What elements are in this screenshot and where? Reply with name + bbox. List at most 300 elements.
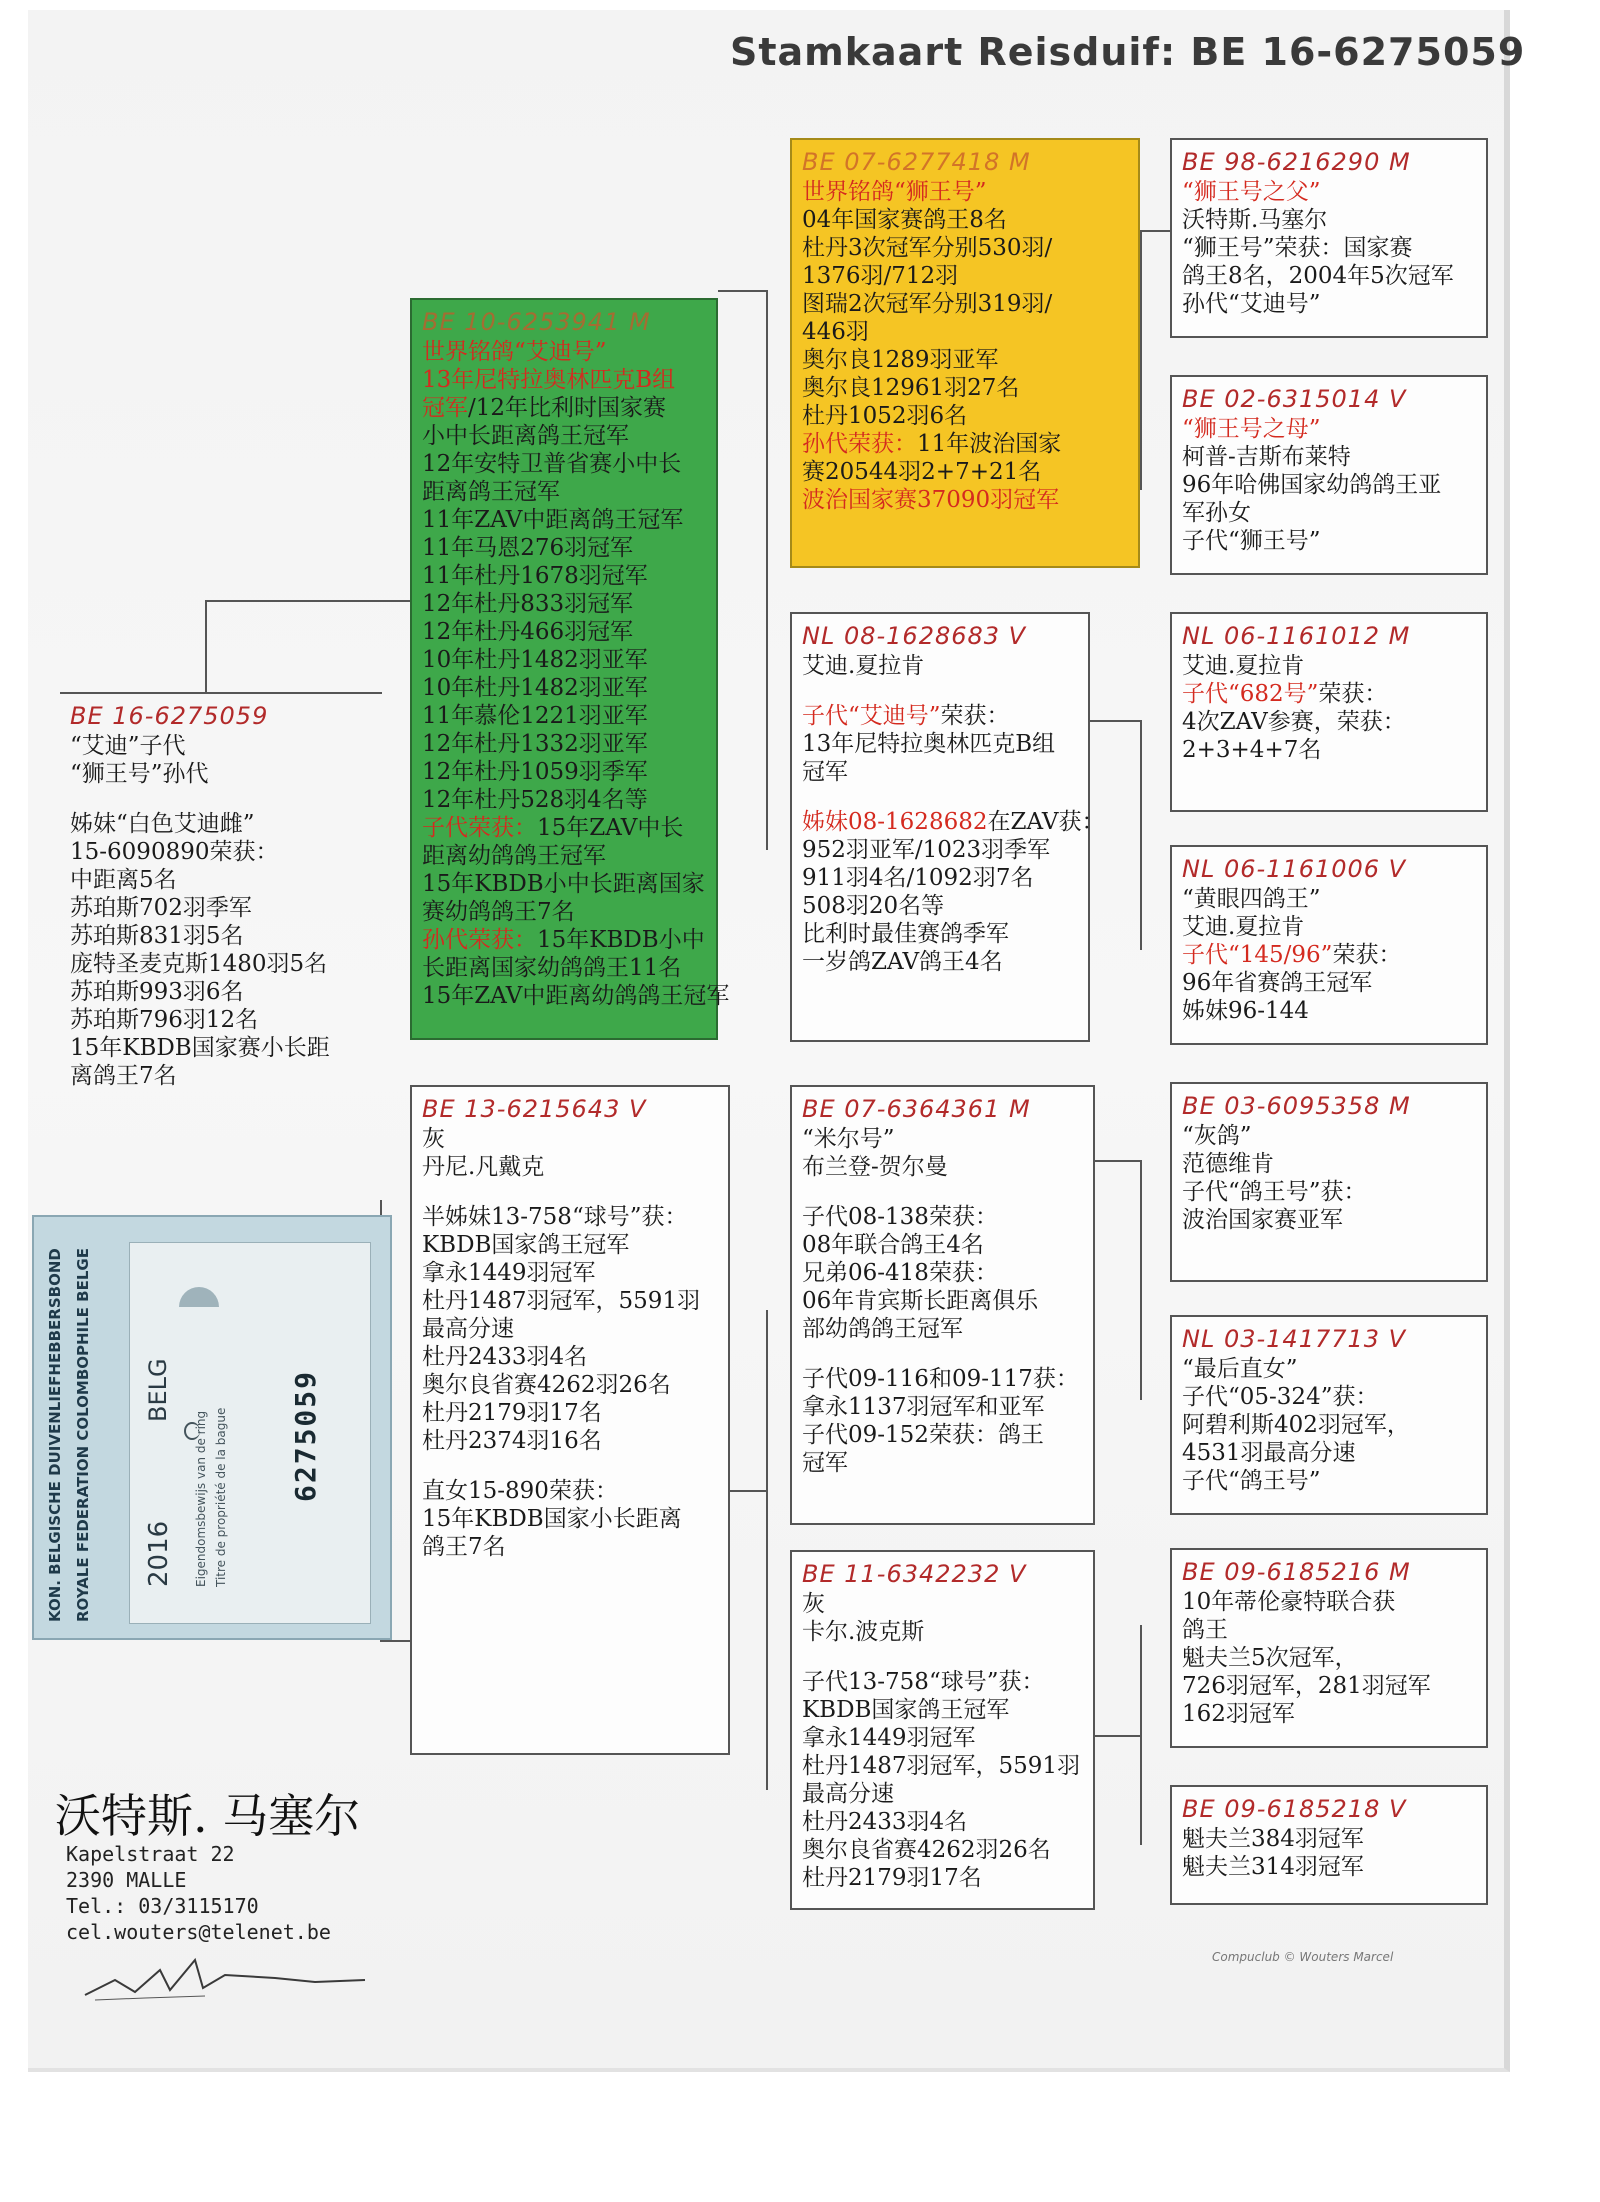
info-line [422, 1399, 720, 1427]
info-line [422, 366, 708, 394]
card-caption-nl: Eigendomsbewijs van de ring [194, 1410, 208, 1587]
info-line [802, 1315, 1085, 1343]
info-text: 11年慕伦1221羽亚军 [422, 703, 648, 729]
info-line [802, 1618, 1085, 1646]
info-line [1182, 1150, 1478, 1178]
info-text: “狮王号之父” [1182, 179, 1321, 205]
info-line [422, 422, 708, 450]
info-line [802, 178, 1130, 206]
info-line [422, 1153, 720, 1181]
info-text: 11年杜丹1678羽冠军 [422, 563, 648, 589]
info-line [802, 346, 1130, 374]
connector-line [380, 1640, 410, 1642]
father-lines [422, 338, 730, 1010]
info-line [1182, 1439, 1478, 1467]
mmf-box [1170, 1548, 1488, 1748]
info-line [1182, 1672, 1478, 1700]
info-text: 奥尔良省赛4262羽26名 [802, 1837, 1051, 1863]
info-text: 赛幼鸽鸽王7名 [422, 899, 575, 925]
subject-box [60, 692, 382, 1212]
info-text: 10年蒂伦豪特联合获 [1182, 1589, 1396, 1615]
info-text: 04年国家赛鸽王8名 [802, 207, 1007, 233]
fmf-box [1170, 612, 1488, 812]
info-text: 子代“682号” [1182, 681, 1319, 707]
info-text: 艾迪.夏拉肯 [802, 653, 925, 679]
mfm-lines [1182, 1355, 1478, 1495]
info-line [422, 814, 708, 842]
info-text: 12年杜丹466羽冠军 [422, 619, 634, 645]
ring-number: BE 13-6215643 V [422, 1095, 647, 1123]
info-line [422, 1505, 720, 1533]
info-text: 奥尔良省赛4262羽26名 [422, 1372, 671, 1398]
info-line [1182, 234, 1478, 262]
info-text: “最后直女” [1182, 1356, 1298, 1382]
ff-lines [802, 178, 1130, 514]
info-text: 12年杜丹1332羽亚军 [422, 731, 648, 757]
owner-street: Kapelstraat 22 [66, 1842, 235, 1866]
info-line [802, 1752, 1085, 1780]
info-text: 子代“狮王号” [1182, 528, 1321, 554]
ring-serial-number: 6275059 [289, 1369, 322, 1502]
info-text: “狮王号”荣获：国家赛 [1182, 235, 1413, 261]
connector-line [766, 1310, 768, 1790]
ffm-lines [1182, 415, 1478, 555]
info-text: 最高分速 [422, 1316, 514, 1342]
info-text: 杜丹2433羽4名 [422, 1344, 588, 1370]
info-line [422, 982, 730, 1010]
info-line [1182, 680, 1478, 708]
info-line: 庞特圣麦克斯1480羽5名 [70, 951, 328, 977]
connector-line [1095, 1735, 1140, 1737]
mmm-box [1170, 1785, 1488, 1905]
info-text: 4531羽最高分速 [1182, 1440, 1356, 1466]
info-text: 图瑞2次冠军分别319羽/ [802, 291, 1053, 317]
info-line [802, 430, 1130, 458]
fmf-lines [1182, 652, 1478, 764]
federation-name-fr: ROYALE FEDERATION COLOMBOPHILE BELGE [74, 1248, 92, 1622]
ring-number: BE 02-6315014 V [1182, 385, 1407, 413]
info-line [1182, 652, 1478, 680]
info-line [422, 590, 708, 618]
info-text: 孙代“艾迪号” [1182, 291, 1321, 317]
info-text-rest: /12年比利时国家赛 [468, 395, 667, 421]
info-text: 10年杜丹1482羽亚军 [422, 647, 648, 673]
info-line [802, 1590, 1085, 1618]
owner-name: 沃特斯. 马塞尔 [55, 1789, 361, 1843]
info-text: 范德维肯 [1182, 1151, 1274, 1177]
info-line [1182, 736, 1478, 764]
info-line [1182, 1178, 1478, 1206]
info-text: 12年安特卫普省赛小中长 [422, 451, 682, 477]
info-line [422, 1315, 720, 1343]
info-text: 小中长距离鸽王冠军 [422, 423, 629, 449]
info-line [422, 338, 708, 366]
info-text: 拿永1449羽冠军 [422, 1260, 596, 1286]
info-line: 苏珀斯993羽6名 [70, 979, 244, 1005]
info-line [1182, 1825, 1478, 1853]
fm-lines [802, 652, 1105, 976]
connector-line [205, 600, 410, 602]
info-text: 11年马恩276羽冠军 [422, 535, 634, 561]
info-text: 波治国家赛37090羽冠军 [802, 487, 1060, 513]
info-line [422, 562, 708, 590]
info-line [1182, 1588, 1478, 1616]
info-text: 911羽4名/1092羽7名 [802, 865, 1034, 891]
info-line [802, 730, 1080, 758]
ring-number: NL 03-1417713 V [1182, 1325, 1407, 1353]
info-line [1182, 1467, 1478, 1495]
info-text: 布兰登-贺尔曼 [802, 1154, 948, 1180]
info-text: 孙代荣获： [422, 927, 537, 953]
info-line [802, 920, 1080, 948]
info-text: 13年尼特拉奥林匹克B组 [802, 731, 1056, 757]
info-line [802, 290, 1130, 318]
info-text-rest: 荣获： [1332, 942, 1402, 968]
ring-number: BE 09-6185218 V [1182, 1795, 1407, 1823]
ring-number: NL 06-1161006 V [1182, 855, 1407, 883]
info-text: 卡尔.波克斯 [802, 1619, 925, 1645]
info-line [802, 1668, 1085, 1696]
info-text: 12年杜丹833羽冠军 [422, 591, 634, 617]
owner-phone: Tel.: 03/3115170 [66, 1894, 259, 1918]
info-text-rest: 在ZAV获： [987, 809, 1105, 835]
info-text: 距离鸽王冠军 [422, 479, 560, 505]
info-line: 苏珀斯831羽5名 [70, 923, 244, 949]
info-text: 魁夫兰384羽冠军 [1182, 1826, 1364, 1852]
info-text: 波治国家赛亚军 [1182, 1207, 1343, 1233]
info-line [802, 458, 1130, 486]
ring-number: BE 03-6095358 M [1182, 1092, 1411, 1120]
ring-number: NL 06-1161012 M [1182, 622, 1411, 650]
info-line [422, 1203, 720, 1231]
info-line [422, 702, 708, 730]
fff-box [1170, 138, 1488, 338]
info-line [1182, 527, 1478, 555]
info-line: 离鸽王7名 [70, 1063, 177, 1089]
info-text: 孙代荣获： [802, 431, 917, 457]
info-text: 杜丹2433羽4名 [802, 1809, 968, 1835]
connector-line [718, 290, 766, 292]
info-line [422, 786, 708, 814]
info-line [802, 1808, 1085, 1836]
ring-country: BELG [144, 1358, 172, 1422]
info-text: 96年哈佛国家幼鸽鸽王亚 [1182, 472, 1442, 498]
info-line [1182, 1700, 1478, 1728]
ring-ownership-card [32, 1215, 392, 1640]
info-text-rest: 荣获： [1318, 681, 1388, 707]
info-line [422, 506, 708, 534]
info-line [1182, 1644, 1478, 1672]
info-text: 魁夫兰314羽冠军 [1182, 1854, 1364, 1880]
father-box [410, 298, 730, 1040]
info-line [1182, 443, 1478, 471]
info-text: 杜丹1052羽6名 [802, 403, 968, 429]
info-line [422, 758, 708, 786]
info-line [802, 1836, 1085, 1864]
connector-line [1090, 720, 1140, 722]
mother-father-box [790, 1085, 1095, 1525]
ring-number: BE 11-6342232 V [802, 1560, 1027, 1588]
info-text: 柯普-吉斯布莱特 [1182, 444, 1351, 470]
info-text: 冠军 [802, 1450, 848, 1476]
info-line [422, 954, 708, 982]
info-line [802, 1125, 1085, 1153]
info-line [1182, 885, 1478, 913]
info-line [1182, 1853, 1478, 1881]
info-line [802, 1864, 1085, 1892]
info-text: 子代08-138荣获： [802, 1204, 998, 1230]
subject-lines [70, 732, 374, 1090]
info-text: 奥尔良1289羽亚军 [802, 347, 999, 373]
info-line [802, 1153, 1085, 1181]
info-line [802, 892, 1080, 920]
info-text: 子代“145/96” [1182, 942, 1333, 968]
info-text: 1376羽/712羽 [802, 263, 959, 289]
info-line [422, 1533, 720, 1561]
info-line [802, 1421, 1085, 1449]
info-text: 杜丹2374羽16名 [422, 1428, 602, 1454]
ring-number: BE 16-6275059 [70, 702, 269, 730]
info-line [1182, 1355, 1478, 1383]
info-text: KBDB国家鸽王冠军 [422, 1232, 630, 1258]
info-line [422, 646, 708, 674]
info-text: 子代13-758“球号”获： [802, 1669, 1045, 1695]
info-text: 杜丹1487羽冠军，5591羽 [802, 1753, 1081, 1779]
ring-number: BE 07-6364361 M [802, 1095, 1031, 1123]
info-text: 10年杜丹1482羽亚军 [422, 675, 648, 701]
info-text: 姊妹96-144 [1182, 998, 1309, 1024]
info-line: “狮王号”孙代 [70, 761, 209, 787]
info-line [802, 1365, 1085, 1393]
info-line [422, 674, 708, 702]
info-text: 子代“鸽王号” [1182, 1468, 1321, 1494]
info-line [802, 1259, 1085, 1287]
info-text: 艾迪.夏拉肯 [1182, 653, 1305, 679]
info-line [422, 1287, 720, 1315]
mother-box [410, 1085, 730, 1755]
info-line: 姊妹“白色艾迪雌” [70, 811, 255, 837]
copyright-note: Compuclub © Wouters Marcel [1212, 1950, 1394, 1964]
info-text: 部幼鸽鸽王冠军 [802, 1316, 963, 1342]
info-line [802, 1231, 1085, 1259]
info-text: 姊妹08-1628682 [802, 809, 988, 835]
card-caption-fr: Titre de propriété de la bague [214, 1407, 228, 1587]
mf-lines [802, 1125, 1085, 1477]
owner-city: 2390 MALLE [66, 1868, 187, 1892]
connector-line [1095, 1160, 1140, 1162]
connector-line [1140, 1160, 1142, 1400]
info-line [802, 948, 1080, 976]
info-line [1182, 1122, 1478, 1150]
mmf-lines [1182, 1588, 1478, 1728]
mfm-box [1170, 1315, 1488, 1515]
info-text: 军孙女 [1182, 500, 1251, 526]
info-text: 奥尔良12961羽27名 [802, 375, 1020, 401]
father-mother-box [790, 612, 1105, 1042]
info-text: 鸽王 [1182, 1617, 1228, 1643]
info-text: 15年KBDB小中长距离国家 [422, 871, 705, 897]
info-line: 15年KBDB国家赛小长距 [70, 1035, 330, 1061]
info-text: 子代09-152荣获：鸽王 [802, 1422, 1044, 1448]
info-text: 446羽 [802, 319, 869, 345]
info-line [802, 1696, 1085, 1724]
card-title: Stamkaart Reisduif: BE 16-6275059 [730, 30, 1526, 74]
connector-line [205, 600, 207, 692]
mm-lines [802, 1590, 1085, 1892]
info-text: 拿永1449羽冠军 [802, 1725, 976, 1751]
info-line [422, 1427, 720, 1455]
info-line: 苏珀斯702羽季军 [70, 895, 252, 921]
info-line [1182, 178, 1478, 206]
info-line [422, 1371, 720, 1399]
info-text-rest: 15年ZAV中长 [537, 815, 684, 841]
info-text: “狮王号之母” [1182, 416, 1321, 442]
info-line [422, 1477, 720, 1505]
info-line [1182, 262, 1478, 290]
info-text: 15年KBDB国家小长距离 [422, 1506, 682, 1532]
info-line [1182, 1383, 1478, 1411]
info-text: “灰鸽” [1182, 1123, 1252, 1149]
fmm-box [1170, 845, 1488, 1045]
info-line [802, 374, 1130, 402]
info-line [802, 486, 1130, 514]
info-line [802, 1393, 1085, 1421]
info-line [802, 1287, 1085, 1315]
info-line [422, 450, 708, 478]
info-line [802, 402, 1130, 430]
info-text: 沃特斯.马塞尔 [1182, 207, 1328, 233]
info-text: 杜丹1487羽冠军，5591羽 [422, 1288, 701, 1314]
info-text-rest: 11年波治国家 [917, 431, 1062, 457]
info-text: 冠军 [802, 759, 848, 785]
info-text: 世界铭鸽“艾迪号” [422, 339, 607, 365]
signature-scribble [75, 1940, 375, 2010]
ring-number: NL 08-1628683 V [802, 622, 1027, 650]
connector-line [1140, 720, 1142, 950]
info-text: 12年杜丹528羽4名等 [422, 787, 648, 813]
info-text-rest: 荣获： [940, 703, 1010, 729]
info-line [1182, 415, 1478, 443]
mff-lines [1182, 1122, 1478, 1234]
info-line [422, 898, 708, 926]
info-text: 艾迪.夏拉肯 [1182, 914, 1305, 940]
mff-box [1170, 1082, 1488, 1282]
info-text: 13年尼特拉奥林匹克B组 [422, 367, 676, 393]
info-line [1182, 997, 1478, 1025]
info-text: 兄弟06-418荣获： [802, 1260, 998, 1286]
info-text: 丹尼.凡戴克 [422, 1154, 545, 1180]
info-line [802, 1724, 1085, 1752]
mother-lines [422, 1125, 720, 1561]
info-line [802, 652, 1080, 680]
info-line [1182, 1616, 1478, 1644]
info-line: “艾迪”子代 [70, 733, 186, 759]
info-text: 15年ZAV中距离幼鸽鸽王冠军 [422, 983, 730, 1009]
info-line [802, 864, 1080, 892]
ring-number: BE 09-6185216 M [1182, 1558, 1411, 1586]
connector-line [1140, 230, 1142, 490]
info-line [1182, 471, 1478, 499]
info-text: 半姊妹13-758“球号”获： [422, 1204, 688, 1230]
info-line [802, 1780, 1085, 1808]
info-line [802, 318, 1130, 346]
mother-mother-box [790, 1550, 1095, 1910]
info-text: 子代“艾迪号” [802, 703, 941, 729]
info-line [422, 926, 708, 954]
info-line [1182, 499, 1478, 527]
ring-number: BE 07-6277418 M [802, 148, 1031, 176]
info-text: 鸽王7名 [422, 1534, 506, 1560]
info-line [1182, 941, 1478, 969]
info-text: 2+3+4+7名 [1182, 737, 1322, 763]
info-text: 162羽冠军 [1182, 1701, 1295, 1727]
info-text: 952羽亚军/1023羽季军 [802, 837, 1051, 863]
moon-icon [184, 1422, 200, 1440]
info-text: 杜丹2179羽17名 [802, 1865, 982, 1891]
info-line [422, 1231, 720, 1259]
info-text: 最高分速 [802, 1781, 894, 1807]
info-line [1182, 708, 1478, 736]
info-text: 11年ZAV中距离鸽王冠军 [422, 507, 684, 533]
info-text: 世界铭鸽“狮王号” [802, 179, 987, 205]
connector-line [1140, 1625, 1142, 1845]
info-line [802, 206, 1130, 234]
info-line [1182, 913, 1478, 941]
info-line: 15-6090890荣获： [70, 839, 279, 865]
info-line [802, 808, 1105, 836]
info-line [802, 758, 1080, 786]
info-text: 冠军 [422, 395, 468, 421]
info-line: 苏珀斯796羽12名 [70, 1007, 259, 1033]
info-text: 灰 [422, 1126, 445, 1152]
info-line [422, 618, 708, 646]
info-text: 拿永1137羽冠军和亚军 [802, 1394, 1045, 1420]
info-line [802, 1449, 1085, 1477]
info-line [422, 1259, 720, 1287]
info-line [802, 1203, 1085, 1231]
info-text: “黄眼四鸽王” [1182, 886, 1321, 912]
ring-number: BE 10-6253941 M [422, 308, 651, 336]
info-line [1182, 206, 1478, 234]
info-line: 中距离5名 [70, 867, 177, 893]
info-line [422, 534, 708, 562]
info-text: 子代“鸽王号”获： [1182, 1179, 1367, 1205]
info-line [1182, 1206, 1478, 1234]
info-text: 96年省赛鸽王冠军 [1182, 970, 1373, 996]
connector-line [766, 290, 768, 850]
info-line [422, 730, 708, 758]
info-text: 子代荣获： [422, 815, 537, 841]
info-text: 距离幼鸽鸽王冠军 [422, 843, 606, 869]
info-line [1182, 1411, 1478, 1439]
info-text: 子代09-116和09-117获： [802, 1366, 1079, 1392]
info-text: 阿碧利斯402羽冠军， [1182, 1412, 1410, 1438]
info-text: 杜丹2179羽17名 [422, 1400, 602, 1426]
info-line [802, 262, 1130, 290]
info-text: 比利时最佳赛鸽季军 [802, 921, 1009, 947]
info-line [422, 478, 708, 506]
info-text: 一岁鸽ZAV鸽王4名 [802, 949, 1003, 975]
info-text: 子代“05-324”获： [1182, 1384, 1379, 1410]
father-father-box [790, 138, 1140, 568]
info-text: “米尔号” [802, 1126, 895, 1152]
info-text: 赛20544羽2+7+21名 [802, 459, 1042, 485]
info-text: 鸽王8名，2004年5次冠军 [1182, 263, 1454, 289]
info-text: 长距离国家幼鸽鸽王11名 [422, 955, 682, 981]
ring-number: BE 98-6216290 M [1182, 148, 1411, 176]
info-text: 08年联合鸽王4名 [802, 1232, 984, 1258]
info-line [422, 842, 708, 870]
